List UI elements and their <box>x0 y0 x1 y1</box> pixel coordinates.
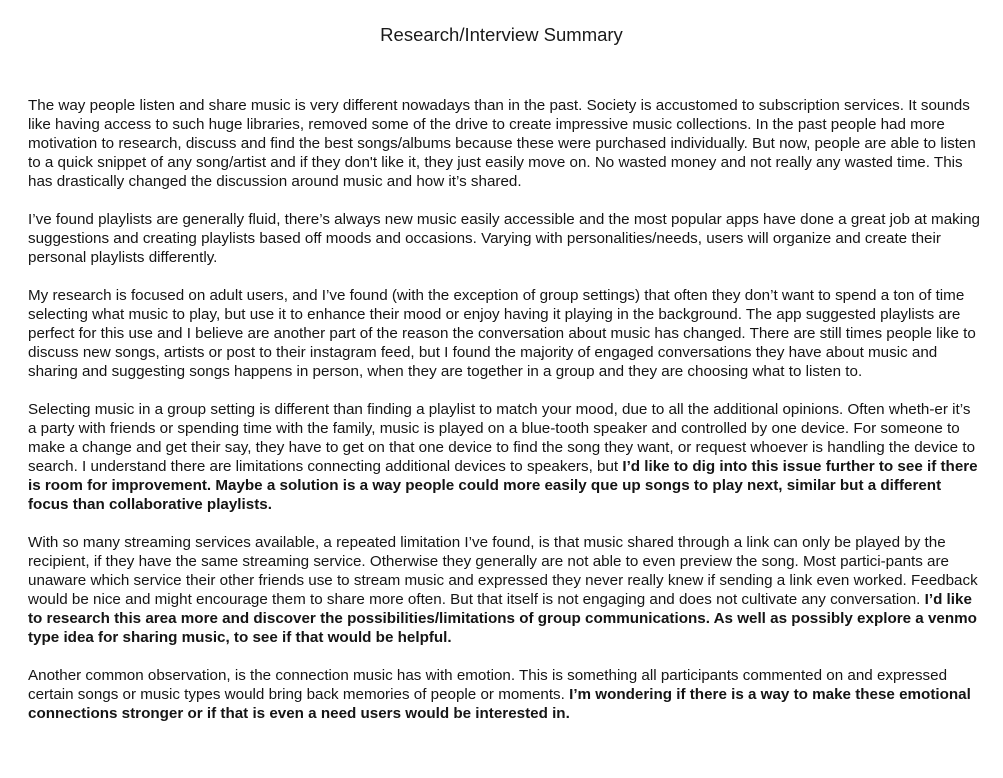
paragraph-2-text: I’ve found playlists are generally fluid, there’s always new music easily accessible and the most popular apps have done a great job at making suggestions and creating playlists based off moods and occasions. Varying with personalities/needs, users will organize and create their personal playlists differently. <box>28 211 980 266</box>
paragraph-1-text: The way people listen and share music is very different nowadays than in the past. Society is accustomed to subscription services. It sounds like having access to such huge libraries, removed some of the drive to create impressive music collections. In the past people had more motivation to research, discuss and find the best songs/albums because these were purchased individually. But now, people are able to listen to a quick snippet of any song/artist and if they don't like it, they just easily move on. No wasted money and not really any wasted time. This has drastically changed the discussion around music and how it’s shared. <box>28 97 976 190</box>
paragraph-4-bold: I’d like to dig into this issue further to see if there is room for improvement. Maybe a solution is a way people could more easily que up songs to play next, similar but a different focus than collaborative playlists. <box>28 458 978 513</box>
paragraph-4 <box>28 400 983 514</box>
paragraph-5 <box>28 533 983 647</box>
page-title: Research/Interview Summary <box>380 24 623 45</box>
paragraph-3 <box>28 286 983 381</box>
paragraph-5-bold: I’d like to research this area more and discover the possibilities/limitations of group communications. As well as possibly explore a venmo type idea for sharing music, to see if that would be helpful. <box>28 591 977 646</box>
paragraph-4-text: Selecting music in a group setting is different than finding a playlist to match your mood, due to all the additional opinions. Often wheth-er it’s a party with friends or spending time with the family, music is played on a blue-tooth speaker and controlled by one device. For someone to make a change and get their say, they have to get on that one device to find the song they want, or request whoever is handling the device to search. I understand there are limitations connecting additional devices to speakers, but <box>28 401 976 475</box>
paragraph-6 <box>28 666 983 723</box>
paragraph-6-text: Another common observation, is the connection music has with emotion. This is something all participants commented on and expressed certain songs or music types would bring back memories of people or moments. <box>28 667 948 703</box>
paragraph-2 <box>28 210 983 267</box>
paragraph-6-bold: I’m wondering if there is a way to make these emotional connections stronger or if that is even a need users would be interested in. <box>28 686 971 722</box>
document-body <box>28 96 983 742</box>
paragraph-3-text: My research is focused on adult users, and I’ve found (with the exception of group settings) that often they don’t want to spend a ton of time selecting what music to play, but use it to enhance their mood or enjoy having it playing in the background. The app suggested playlists are perfect for this use and I believe are another part of the reason the conversation about music has changed. There are still times people like to discuss new songs, artists or post to their instagram feed, but I found the majority of engaged conversations they have about music and sharing and suggesting songs happens in person, when they are together in a group and they are choosing what to listen to. <box>28 287 976 380</box>
paragraph-1 <box>28 96 983 191</box>
paragraph-5-text: With so many streaming services available, a repeated limitation I’ve found, is that music shared through a link can only be played by the recipient, if they have the same streaming service. Otherwise they generally are not able to even preview the song. Most partici-pants are unaware which service their other friends use to stream music and expressed they never really knew if sending a link even worked. Feedback would be nice and might encourage them to share more often. But that itself is not engaging and does not cultivate any conversation. <box>28 534 978 608</box>
